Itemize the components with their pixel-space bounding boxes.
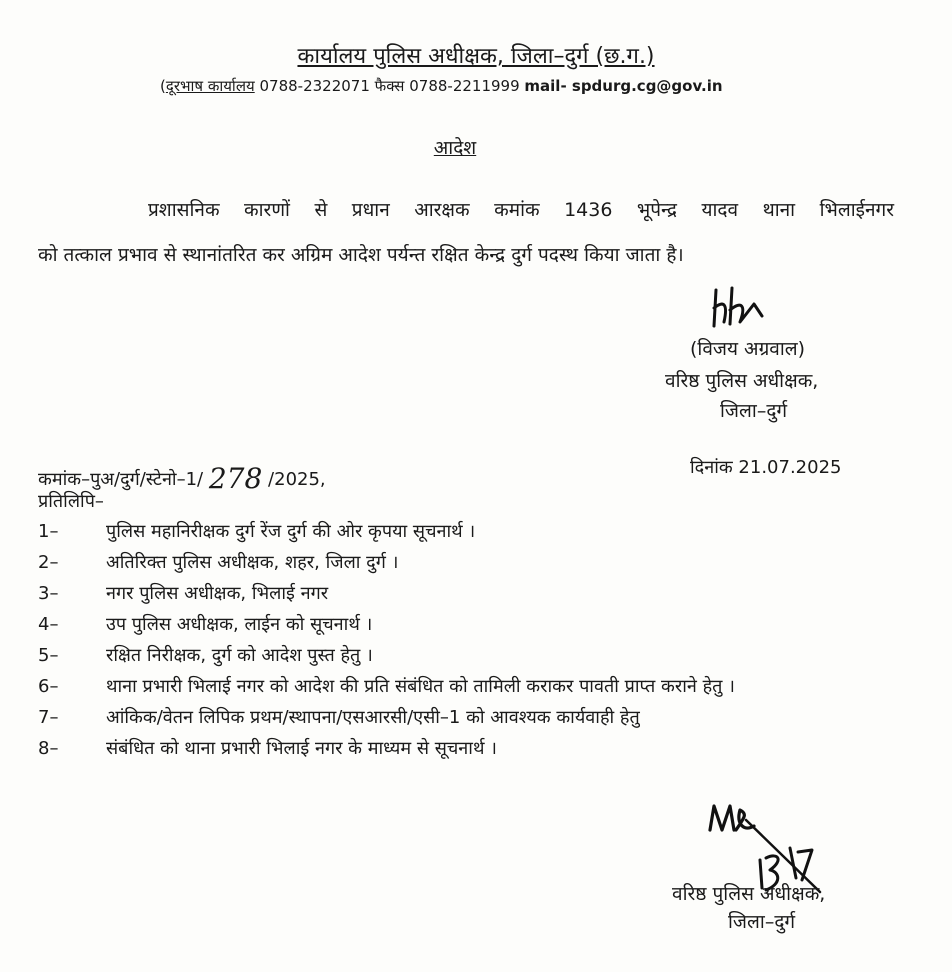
signatory-designation: वरिष्ठ पुलिस अधीक्षक, bbox=[665, 370, 819, 392]
fax-label: फैक्स bbox=[374, 77, 405, 95]
reference-prefix: कमांक–पुअ/दुर्ग/स्टेनो–1/ bbox=[38, 469, 204, 490]
list-item: 7– आंकिक/वेतन लिपिक प्रथम/स्थापना/एसआरसी/एसी–1 को आवश्यक कार्यवाही हेतु bbox=[38, 707, 640, 728]
order-date: दिनांक 21.07.2025 bbox=[690, 457, 842, 478]
signatory2-district: जिला–दुर्ग bbox=[728, 911, 796, 933]
phone-label: दूरभाष कार्यालय bbox=[165, 77, 255, 95]
office-title: कार्यालय पुलिस अधीक्षक, जिला–दुर्ग (छ.ग.) bbox=[297, 44, 655, 69]
order-body-line-2: को तत्काल प्रभाव से स्थानांतरित कर अग्रिम आदेश पर्यन्त रक्षित केन्द्र दुर्ग पदस्थ किया जाता है। bbox=[38, 244, 684, 266]
list-item: 4– उप पुलिस अधीक्षक, लाईन को सूचनार्थ । bbox=[38, 614, 373, 635]
order-heading: आदेश bbox=[433, 137, 477, 159]
list-item: 5– रक्षित निरीक्षक, दुर्ग को आदेश पुस्त हेतु । bbox=[38, 645, 373, 666]
list-item: 6– थाना प्रभारी भिलाई नगर को आदेश की प्रति संबंधित को तामिली कराकर पावती प्राप्त कराने हेतु । bbox=[38, 676, 735, 697]
email-address: mail- spdurg.cg@gov.in bbox=[524, 77, 723, 95]
list-item: 8– संबंधित को थाना प्रभारी भिलाई नगर के माध्यम से सूचनार्थ । bbox=[38, 738, 498, 759]
contact-line: (दूरभाष कार्यालय 0788-2322071 फैक्स 0788-2211999 mail- spdurg.cg@gov.in bbox=[160, 77, 723, 95]
list-item: 3– नगर पुलिस अधीक्षक, भिलाई नगर bbox=[38, 583, 329, 604]
signature-scribble-1 bbox=[706, 282, 776, 332]
phone-number: 0788-2322071 bbox=[259, 77, 370, 95]
handwritten-number: 278 bbox=[208, 462, 263, 495]
copy-label: प्रतिलिपि– bbox=[38, 491, 104, 512]
signatory2-designation: वरिष्ठ पुलिस अधीक्षक, bbox=[672, 883, 826, 905]
list-item: 2– अतिरिक्त पुलिस अधीक्षक, शहर, जिला दुर्ग । bbox=[38, 552, 399, 573]
list-item: 1– पुलिस महानिरीक्षक दुर्ग रेंज दुर्ग की ओर कृपया सूचनार्थ । bbox=[38, 521, 476, 542]
reference-number bbox=[38, 459, 326, 495]
copy-list bbox=[38, 516, 896, 764]
signatory-district: जिला–दुर्ग bbox=[720, 400, 788, 422]
reference-year: /2025, bbox=[268, 469, 326, 490]
signatory-name: (विजय अग्रवाल) bbox=[690, 338, 806, 360]
fax-number: 0788-2211999 bbox=[409, 77, 520, 95]
order-body-line-1: प्रशासनिक कारणों से प्रधान आरक्षक कमांक 1436 भूपेन्द्र यादव थाना भिलाईनगर bbox=[148, 199, 894, 221]
